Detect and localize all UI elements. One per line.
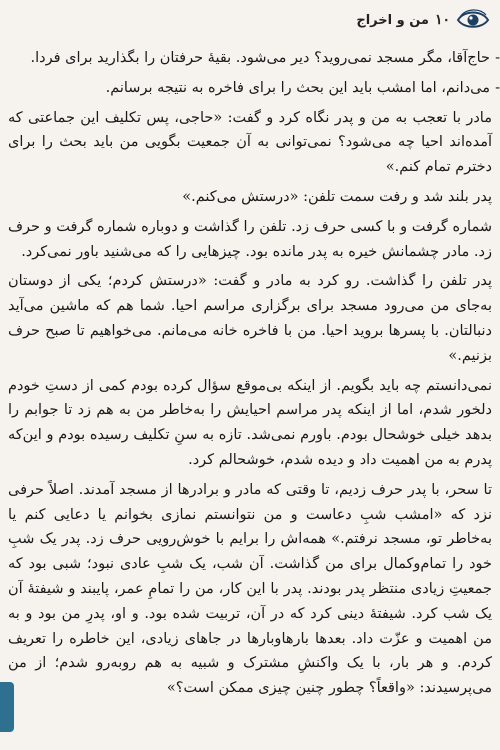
paragraph: پدر بلند شد و رفت سمت تلفن: «درستش می‌کنم.» — [182, 188, 492, 205]
dialog-line: - می‌دانم، اما امشب باید این بحث را برای فاخره به نتیجه برسانم. — [8, 76, 492, 101]
eye-ornament-icon — [456, 7, 490, 33]
paragraph: شماره گرفت و با کسی حرف زد. تلفن را گذاشت و دوباره شماره گرفت و حرف زد. مادر چشمانش خیره به پدر مانده بود. چیزهایی را که می‌شنید باور نمی‌کرد. — [8, 218, 492, 260]
paragraph: تا سحر، با پدر حرف زدیم، تا وقتی که مادر و برادرها از مسجد آمدند. اصلاً حرفی نزد که «امشب شبِ دعاست و من نتوانستم نمازی بخوانم یا دعایی کنم یا به‌خاطر تو، مسجد نرفتم.» همه‌اش را برایم با خوش‌رویی حرف زد. پدر یک شبِ خود را تمام‌وکمال برای من گذاشت. آن شب، یک شبِ عادی نبود؛ شبی بود که جمعیتِ زیادی منتظر پدر بودند. پدر با این کار، من را تمامِ عمر، پایبند و شیفتهٔ آن یک شب کرد. شیفتهٔ دینی کرد که در آن، تربیت شده بود. و او، پدرِ من بود و به من اهمیت و عزّت داد. بعدها بارها‌وبارها در جاهای زیادی، این خاطره را تعریف کردم. و هر بار، با یک واکنشِ مشترک و شبیه به هم روبه‌رو شدم؛ از من می‌پرسیدند: «واقعاً؟ چطور چنین چیزی ممکن است؟» — [8, 481, 492, 697]
page-edge-tab — [0, 682, 14, 732]
paragraph: نمی‌دانستم چه باید بگویم. از اینکه بی‌موقع سؤال کرده بودم کمی از دستِ خودم دلخور شدم، اما از اینکه پدر مراسم احیایش را به‌خاطر من به هم زد تا جوابم را بدهد خیلی خوشحال بودم. باورم نمی‌شد. تازه به سنِ تکلیف رسیده بودم و این‌که پدرم به من اهمیت داد و دیده شدم، خوشحالم کرد. — [8, 377, 492, 468]
paragraph: مادر با تعجب به من و پدر نگاه کرد و گفت: «حاجی، پس تکلیف این جماعتی که آمده‌اند احیا چه می‌شود؟ نمی‌توانی به آن جمعیت بگویی من باید بحث را برای دخترم تمام کنم.» — [8, 109, 492, 176]
book-title: من و اخراج — [356, 12, 429, 28]
dialog-line: - حاج‌آقا، مگر مسجد نمی‌روید؟ دیر می‌شود. بقیهٔ حرفتان را بگذارید برای فردا. — [8, 46, 492, 71]
paragraph: پدر تلفن را گذاشت. رو کرد به مادر و گفت: «درستش کردم؛ یکی از دوستان به‌جای من می‌رود مسجد برای برگزاری مراسم احیا. شما هم که ماشین می‌آید دنبالتان. با پسرها بروید احیا. من با فاخره خانه می‌مانم. می‌خواهیم تا صبح حرف بزنیم.» — [8, 273, 492, 364]
body-text — [8, 46, 492, 706]
running-header — [356, 6, 490, 34]
page-number: ۱۰ — [434, 12, 450, 28]
